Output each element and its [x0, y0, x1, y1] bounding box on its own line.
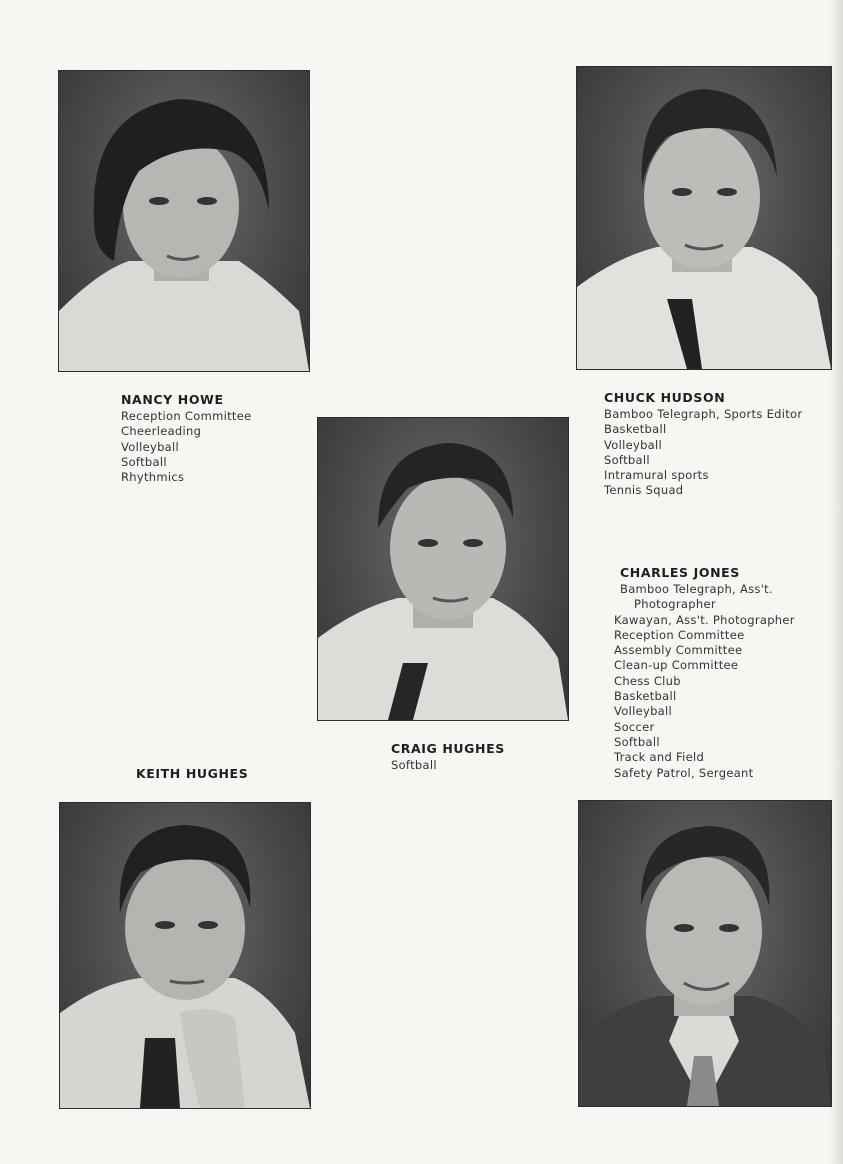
activity-item: Safety Patrol, Sergeant — [614, 765, 754, 780]
student-name: KEITH HUGHES — [136, 766, 249, 781]
caption-craig-hughes — [391, 741, 505, 773]
caption-charles-jones — [614, 565, 795, 781]
caption-chuck-hudson — [604, 390, 802, 499]
portrait-keith-hughes — [59, 802, 311, 1109]
activity-item: Intramural sports — [604, 468, 709, 483]
activity-item: Volleyball — [604, 437, 663, 452]
activity-item: Photographer — [634, 597, 716, 612]
activity-item: Softball — [391, 758, 437, 772]
activity-item: Basketball — [604, 422, 667, 437]
portrait-craig-hughes — [317, 417, 569, 721]
activity-item: Tennis Squad — [604, 483, 684, 498]
student-name: CRAIG HUGHES — [391, 741, 505, 756]
portrait-chuck-hudson — [576, 66, 832, 370]
activity-item: Reception Committee — [121, 409, 252, 423]
activity-item: Chess Club — [614, 673, 681, 688]
activity-item: Reception Committee — [614, 627, 745, 642]
activity-item: Track and Field — [614, 750, 705, 765]
activity-item: Assembly Committee — [614, 643, 743, 658]
activity-item: Cheerleading — [121, 424, 202, 439]
activity-item: Softball — [614, 734, 660, 749]
activity-item: Volleyball — [614, 704, 673, 719]
activity-item: Softball — [121, 454, 167, 469]
student-name: CHARLES JONES — [620, 565, 740, 580]
student-name: CHUCK HUDSON — [604, 390, 726, 405]
activity-item: Bamboo Telegraph, Ass't. — [620, 582, 773, 596]
activity-item: Basketball — [614, 689, 677, 704]
portrait-nancy-howe — [58, 70, 310, 372]
activity-item: Bamboo Telegraph, Sports Editor — [604, 407, 803, 421]
student-name: NANCY HOWE — [121, 392, 224, 407]
activity-item: Kawayan, Ass't. Photographer — [614, 612, 795, 627]
activity-item: Soccer — [614, 719, 655, 734]
activity-item: Clean-up Committee — [614, 658, 739, 673]
activity-item: Rhythmics — [121, 470, 185, 485]
portrait-charles-jones — [578, 800, 832, 1107]
activity-item: Volleyball — [121, 439, 180, 454]
caption-nancy-howe — [121, 392, 251, 485]
activity-item: Softball — [604, 452, 650, 467]
caption-keith-hughes — [136, 766, 248, 783]
